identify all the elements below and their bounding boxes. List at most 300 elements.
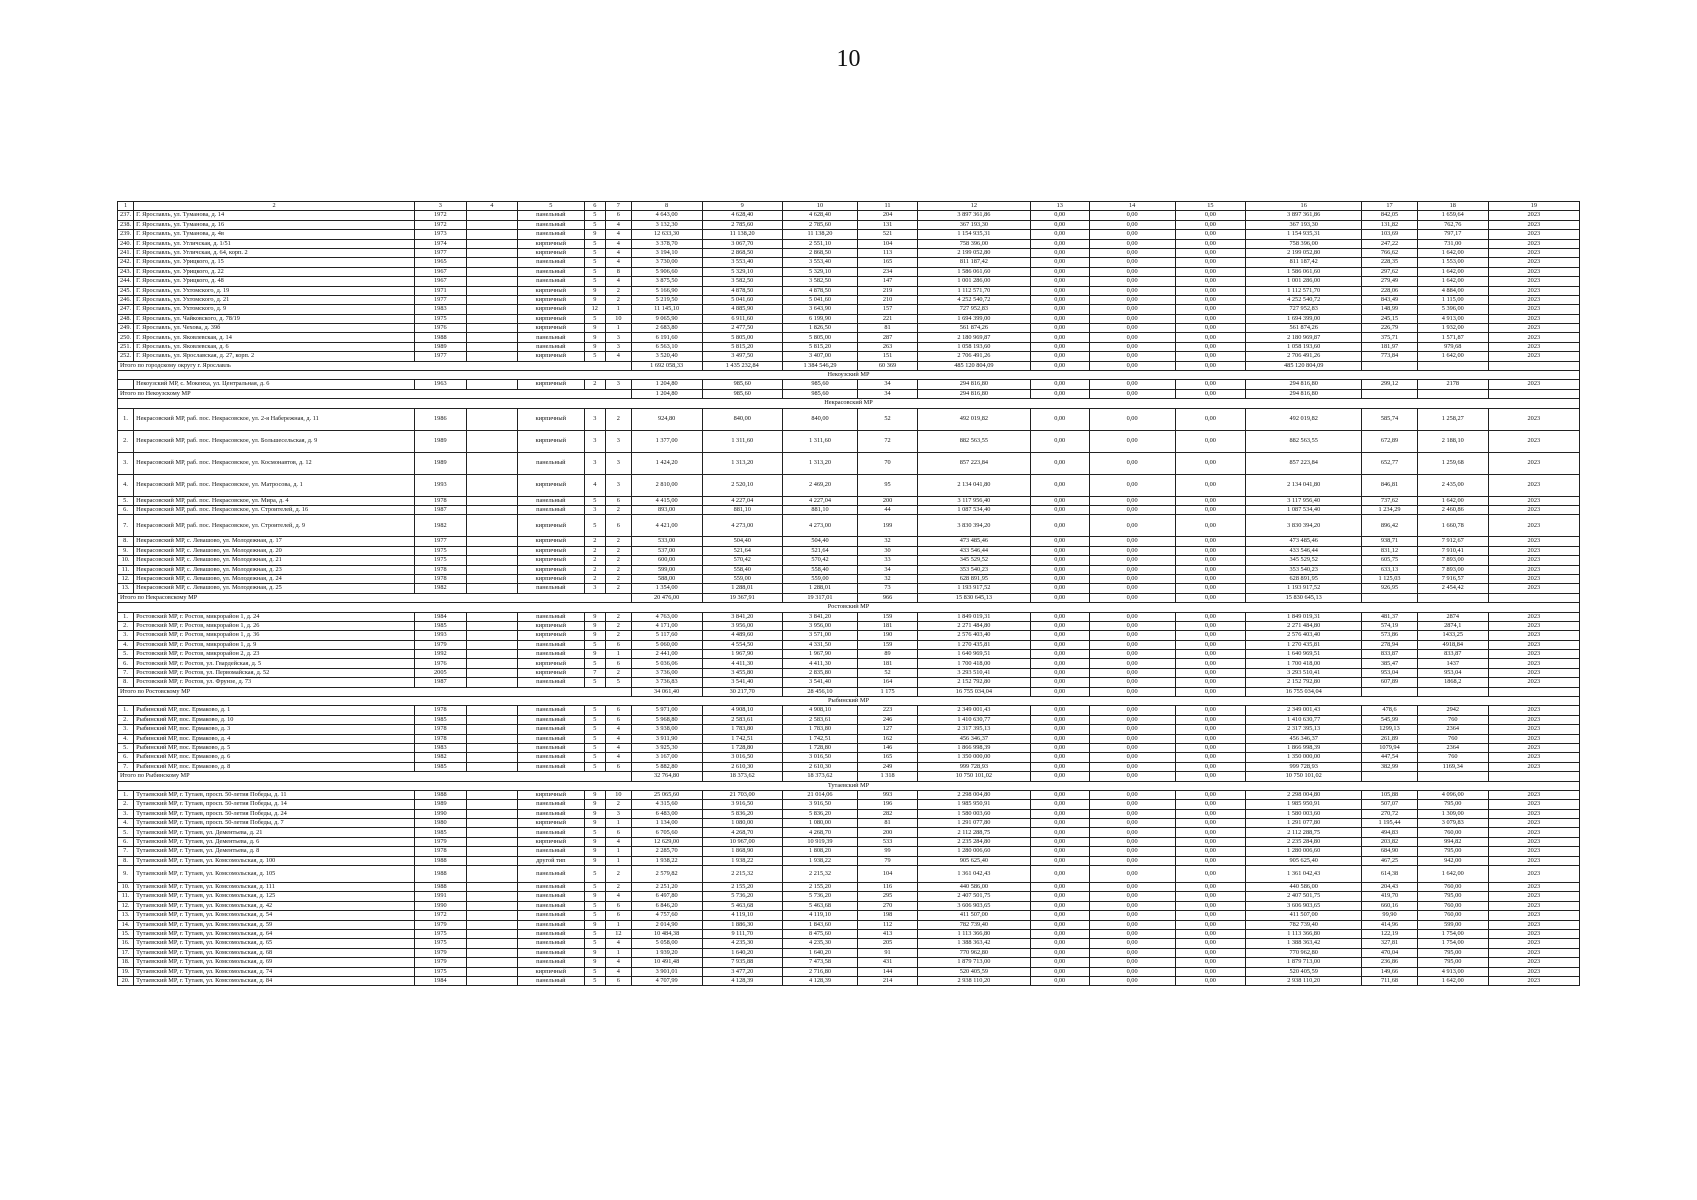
table-cell: 633,13 [1362,565,1418,574]
table-cell: 11 138,20 [702,230,782,239]
table-row [118,958,1580,967]
table-cell: 5 [584,515,605,537]
table-cell: 411 507,00 [918,911,1031,920]
subtotal-label: Итого по городскому округу г. Ярославль [118,361,632,370]
table-cell: 559,00 [702,574,782,583]
table-row [118,333,1580,342]
table-cell: 2023 [1488,659,1579,668]
table-row [118,220,1580,229]
table-cell: 0,00 [1089,286,1175,295]
table-cell: 5 [584,248,605,257]
table-cell: 5 [584,496,605,505]
column-number: 5 [518,202,585,211]
table-cell: 4 096,00 [1417,790,1488,799]
table-cell: 614,38 [1362,866,1418,883]
table-cell: 4 315,60 [631,800,702,809]
table-cell: Тутаевский МР, г. Тутаев, ул. Комсомольская, д. 68 [134,948,415,957]
table-cell: 0,00 [1089,452,1175,474]
table-cell: 628 891,95 [1246,574,1362,583]
table-row [118,408,1580,430]
table-cell: кирпичный [518,631,585,640]
table-cell: Некрасовский МР, раб. пос. Некрасовское, ул. Большесельская, д. 9 [134,430,415,452]
table-cell: 2023 [1488,753,1579,762]
table-cell: 247,22 [1362,239,1418,248]
table-cell: 0,00 [1030,565,1089,574]
empty-cell [1488,687,1579,696]
table-cell: 2023 [1488,939,1579,948]
table-cell: 0,00 [1030,324,1089,333]
table-cell: 3 [606,430,632,452]
table-cell: 599,00 [631,565,702,574]
table-row [118,584,1580,593]
subtotal-cell: 0,00 [1175,593,1246,602]
table-cell: 0,00 [1030,725,1089,734]
table-cell: кирпичный [518,668,585,677]
table-cell: 1 700 418,00 [1246,659,1362,668]
table-cell: 159 [858,640,918,649]
table-cell: 4 119,10 [782,911,857,920]
table-cell: 9 [584,948,605,957]
table-cell: 607,89 [1362,678,1418,687]
table-cell: 1985 [415,621,466,630]
table-cell: 0,00 [1175,408,1246,430]
table-cell: 2023 [1488,847,1579,856]
table-cell: 5 [584,734,605,743]
table-cell: 2023 [1488,668,1579,677]
table-cell: 1983 [415,743,466,752]
table-cell: 242. [118,258,134,267]
table-cell: 5 805,00 [782,333,857,342]
table-cell: 2874 [1417,612,1488,621]
table-cell: 3 194,10 [631,248,702,257]
table-cell: 2005 [415,668,466,677]
table-cell: 2023 [1488,408,1579,430]
table-cell: 0,00 [1030,248,1089,257]
table-cell: 2023 [1488,976,1579,985]
table-cell: 4 [606,258,632,267]
table-cell: 104 [858,866,918,883]
table-cell: 795,00 [1417,847,1488,856]
subtotal-cell: 0,00 [1030,593,1089,602]
table-cell: Ростовский МР, г. Ростов, микрорайон 1, д. 9 [134,640,415,649]
table-cell: 1 783,80 [702,725,782,734]
table-cell [466,277,517,286]
table-cell: 467,25 [1362,856,1418,865]
table-cell: панельный [518,948,585,957]
empty-cell [1417,389,1488,398]
table-cell: 0,00 [1030,631,1089,640]
table-cell: 0,00 [1030,277,1089,286]
table-cell [466,678,517,687]
table-cell: 1 938,22 [702,856,782,865]
table-cell: 1 640,20 [782,948,857,957]
table-cell: 1987 [415,678,466,687]
table-cell: 199 [858,515,918,537]
column-number: 17 [1362,202,1418,211]
subtotal-cell: 294 816,80 [1246,389,1362,398]
table-row [118,574,1580,583]
table-cell: 2 716,80 [782,967,857,976]
table-cell: 6 [606,762,632,771]
table-cell: 533,00 [631,537,702,546]
table-cell: панельный [518,612,585,621]
table-cell: 367 193,30 [1246,220,1362,229]
column-number: 18 [1417,202,1488,211]
table-cell: 0,00 [1030,762,1089,771]
table-cell: 12. [118,901,134,910]
table-cell: 0,00 [1030,640,1089,649]
table-cell: 840,00 [782,408,857,430]
subtotal-cell: 20 476,00 [631,593,702,602]
table-row [118,612,1580,621]
table-cell: 5. [118,650,134,659]
table-cell: 440 586,00 [918,883,1031,892]
table-cell: панельный [518,342,585,351]
table-cell: 2 [606,584,632,593]
table-cell: 0,00 [1175,640,1246,649]
table-cell: 926,95 [1362,584,1418,593]
table-cell: 6 911,60 [702,314,782,323]
table-cell: 4 707,99 [631,976,702,985]
table-cell: Некрасовский МР, с. Левашово, ул. Молодежная, д. 20 [134,546,415,555]
table-cell: 1 [606,847,632,856]
table-cell: 6 [606,976,632,985]
table-cell: 1976 [415,324,466,333]
table-cell: 1 808,20 [782,847,857,856]
table-cell: Тутаевский МР, г. Тутаев, ул. Комсомольская, д. 65 [134,939,415,948]
table-cell: 1 [606,324,632,333]
table-cell: Некрасовский МР, раб. пос. Некрасовское, ул. Мира, д. 4 [134,496,415,505]
table-cell: 4 [606,743,632,752]
table-cell [466,866,517,883]
table-cell: 0,00 [1175,847,1246,856]
table-cell: 34 [858,565,918,574]
table-cell: 1169,34 [1417,762,1488,771]
table-cell: Рыбинский МР, пос. Ермаково, д. 6 [134,753,415,762]
table-cell [466,565,517,574]
table-cell: 842,05 [1362,211,1418,220]
table-cell: 157 [858,305,918,314]
table-cell [466,958,517,967]
table-cell: 0,00 [1089,505,1175,514]
table-cell [466,248,517,257]
table-cell [466,574,517,583]
table-cell: Рыбинский МР, пос. Ермаково, д. 10 [134,715,415,724]
table-cell: 0,00 [1030,496,1089,505]
table-cell: 558,40 [782,565,857,574]
table-cell: 0,00 [1175,958,1246,967]
table-cell: 4 [606,753,632,762]
table-cell: 0,00 [1175,650,1246,659]
table-cell: кирпичный [518,621,585,630]
table-cell: 4 [606,967,632,976]
table-cell: 4 421,00 [631,515,702,537]
table-cell: 896,42 [1362,515,1418,537]
table-cell: 3 925,30 [631,743,702,752]
table-cell: 5 060,00 [631,640,702,649]
table-cell: 1978 [415,734,466,743]
table-row [118,725,1580,734]
table-cell: 122,19 [1362,930,1418,939]
table-cell: 1 642,00 [1417,976,1488,985]
table-cell: Г. Ярославль, ул. Ухтомского, д. 19 [134,286,415,295]
table-cell: 9 [584,790,605,799]
table-cell: 0,00 [1030,342,1089,351]
table-cell: 1980 [415,819,466,828]
capital-repair-table [117,201,1580,986]
table-cell: 2 610,30 [702,762,782,771]
table-cell: 245,15 [1362,314,1418,323]
table-cell: 0,00 [1175,790,1246,799]
table-cell: 5 166,90 [631,286,702,295]
table-cell: 11 145,10 [631,305,702,314]
table-cell [466,715,517,724]
table-cell: 1 058 193,60 [918,342,1031,351]
table-cell: 2 235 284,80 [918,837,1031,846]
table-cell: 79 [858,856,918,865]
table-cell: 1 087 534,40 [918,505,1031,514]
table-cell: 244. [118,277,134,286]
table-cell: 1 [606,856,632,865]
table-cell: Тутаевский МР, г. Тутаев, ул. Комсомольская, д. 100 [134,856,415,865]
table-cell: 165 [858,258,918,267]
table-cell: 0,00 [1089,866,1175,883]
table-cell: 0,00 [1175,267,1246,276]
table-cell: 8 475,60 [782,930,857,939]
table-cell: 1 291 077,80 [918,819,1031,828]
table-cell: 3 520,40 [631,352,702,361]
table-cell: 2023 [1488,574,1579,583]
table-cell: 4 489,60 [702,631,782,640]
table-cell: 3 841,20 [782,612,857,621]
column-number: 13 [1030,202,1089,211]
table-cell: 3 [606,809,632,818]
table-cell: 782 739,40 [918,920,1031,929]
table-cell: кирпичный [518,248,585,257]
table-cell: 0,00 [1030,314,1089,323]
subtotal-cell: 0,00 [1175,687,1246,696]
table-cell: 198 [858,911,918,920]
table-cell: Тутаевский МР, г. Тутаев, ул. Комсомольская, д. 54 [134,911,415,920]
table-cell: 7 473,58 [782,958,857,967]
table-cell: 4 [606,352,632,361]
table-cell: кирпичный [518,537,585,546]
table-cell: 4 252 540,72 [918,295,1031,304]
table-cell: 684,90 [1362,847,1418,856]
table-cell: 9 [584,295,605,304]
table-cell: 7 893,00 [1417,556,1488,565]
table-cell: 5 805,00 [702,333,782,342]
subtotal-cell: 294 816,80 [918,389,1031,398]
table-cell: 0,00 [1089,650,1175,659]
table-cell: 5 [584,753,605,762]
table-cell: кирпичный [518,546,585,555]
table-cell: 2 215,32 [782,866,857,883]
table-cell: 1 313,20 [702,452,782,474]
table-cell: Некрасовский МР, с. Левашово, ул. Молодежная, д. 25 [134,584,415,593]
table-cell: 1 640 969,51 [1246,650,1362,659]
table-cell: 504,40 [782,537,857,546]
table-cell: 0,00 [1030,380,1089,389]
table-cell: 0,00 [1089,800,1175,809]
table-cell: 2 [606,631,632,640]
table-cell: Тутаевский МР, г. Тутаев, ул. Комсомольская, д. 105 [134,866,415,883]
table-cell: 9 [584,847,605,856]
table-cell: 1989 [415,430,466,452]
table-cell: 0,00 [1175,866,1246,883]
table-cell: 0,00 [1089,537,1175,546]
table-cell: кирпичный [518,556,585,565]
table-cell: 2 251,20 [631,883,702,892]
table-cell: 1975 [415,546,466,555]
table-cell: 6 [606,715,632,724]
table-cell: 0,00 [1089,612,1175,621]
table-cell: 3 571,00 [782,631,857,640]
table-cell: 5 [584,277,605,286]
table-cell: 0,00 [1175,911,1246,920]
table-cell: 1 849 019,31 [918,612,1031,621]
table-cell: Тутаевский МР, г. Тутаев, ул. Комсомольская, д. 74 [134,967,415,976]
table-cell [466,734,517,743]
table-cell: 10 [606,790,632,799]
table-cell: 811 187,42 [918,258,1031,267]
table-cell: 2 112 288,75 [918,828,1031,837]
table-cell: 3 477,20 [702,967,782,976]
table-cell: 0,00 [1175,892,1246,901]
table-cell: панельный [518,220,585,229]
table-cell: 219 [858,286,918,295]
table-cell: 7. [118,515,134,537]
table-cell: 0,00 [1089,248,1175,257]
table-cell: 4 763,00 [631,612,702,621]
table-cell: 993 [858,790,918,799]
table-cell: кирпичный [518,515,585,537]
table-cell: 1 270 435,81 [1246,640,1362,649]
table-cell: 105,88 [1362,790,1418,799]
table-cell: 5 [584,725,605,734]
table-cell: 0,00 [1089,380,1175,389]
table-cell: 573,86 [1362,631,1418,640]
table-cell: Некрасовский МР, с. Левашово, ул. Молодежная, д. 24 [134,574,415,583]
table-cell: 3 582,50 [702,277,782,286]
table-row [118,819,1580,828]
table-cell: 1986 [415,408,466,430]
table-cell: 6 [606,515,632,537]
table-cell: Г. Ярославль, ул. Яковлевская, д. 6 [134,342,415,351]
table-cell: 1 660,78 [1417,515,1488,537]
table-cell: 6. [118,753,134,762]
table-cell: 385,47 [1362,659,1418,668]
table-cell [466,474,517,496]
table-cell: 1 410 630,77 [918,715,1031,724]
table-cell: 5 971,00 [631,706,702,715]
table-cell: 585,74 [1362,408,1418,430]
subtotal-cell: 0,00 [1089,687,1175,696]
table-cell: Тутаевский МР, г. Тутаев, просп. 50-летия Победы, д. 24 [134,809,415,818]
table-cell: 353 540,23 [918,565,1031,574]
region-title: Рыбинский МР [118,697,1580,706]
table-cell: 1 259,68 [1417,452,1488,474]
table-cell: 0,00 [1030,408,1089,430]
table-cell: 9 [584,324,605,333]
table-cell: 9 [584,621,605,630]
table-cell: 0,00 [1175,967,1246,976]
table-cell: 2023 [1488,809,1579,818]
table-cell: 1 280 006,60 [918,847,1031,856]
table-cell: 5 736,20 [702,892,782,901]
table-cell: 0,00 [1030,883,1089,892]
table-cell: 9 [584,856,605,865]
table-cell: 21 703,00 [702,790,782,799]
table-cell: 4 628,40 [702,211,782,220]
table-cell: 2 576 403,40 [1246,631,1362,640]
table-cell: 2 180 969,87 [918,333,1031,342]
table-cell: 0,00 [1175,305,1246,314]
table-cell: 3. [118,631,134,640]
table-row [118,239,1580,248]
table-cell: 3 [606,342,632,351]
table-cell: 2 938 110,20 [1246,976,1362,985]
table-cell: 5 [584,883,605,892]
table-cell: 3. [118,452,134,474]
table-cell: 456 346,37 [918,734,1031,743]
table-cell: 1982 [415,753,466,762]
table-cell: 0,00 [1175,706,1246,715]
table-cell: 561 874,26 [1246,324,1362,333]
table-cell: 857 223,84 [918,452,1031,474]
table-cell [466,612,517,621]
table-cell: 770 962,80 [1246,948,1362,957]
table-cell: 1984 [415,612,466,621]
table-cell: 250. [118,333,134,342]
table-cell: 5 [584,939,605,948]
column-number: 2 [134,202,415,211]
table-cell: 545,99 [1362,715,1418,724]
table-cell: 4 227,04 [702,496,782,505]
table-cell: 3 [606,474,632,496]
table-cell: 91 [858,948,918,957]
table-cell: 2023 [1488,537,1579,546]
table-cell: 165 [858,753,918,762]
table-cell: 3 606 903,65 [1246,901,1362,910]
table-cell: 846,81 [1362,474,1418,496]
table-cell: 2 407 501,75 [1246,892,1362,901]
subtotal-cell: 0,00 [1030,772,1089,781]
table-cell: 246. [118,295,134,304]
table-cell: 6. [118,659,134,668]
table-cell: 2 785,60 [702,220,782,229]
subtotal-cell: 0,00 [1030,389,1089,398]
table-cell: 1988 [415,856,466,865]
table-cell: 5 058,00 [631,939,702,948]
table-cell: 2. [118,621,134,630]
table-row [118,380,1580,389]
subtotal-cell: 0,00 [1030,361,1089,370]
table-row [118,734,1580,743]
table-cell: 0,00 [1175,819,1246,828]
table-cell: 0,00 [1030,901,1089,910]
table-cell: 2 835,80 [782,668,857,677]
table-cell [466,939,517,948]
table-cell: 882 563,55 [918,430,1031,452]
table-cell [466,430,517,452]
table-cell: кирпичный [518,574,585,583]
table-cell: 0,00 [1175,452,1246,474]
table-row [118,939,1580,948]
table-cell: 833,87 [1417,650,1488,659]
table-cell: 766,62 [1362,248,1418,257]
table-cell: 2 199 052,80 [918,248,1031,257]
